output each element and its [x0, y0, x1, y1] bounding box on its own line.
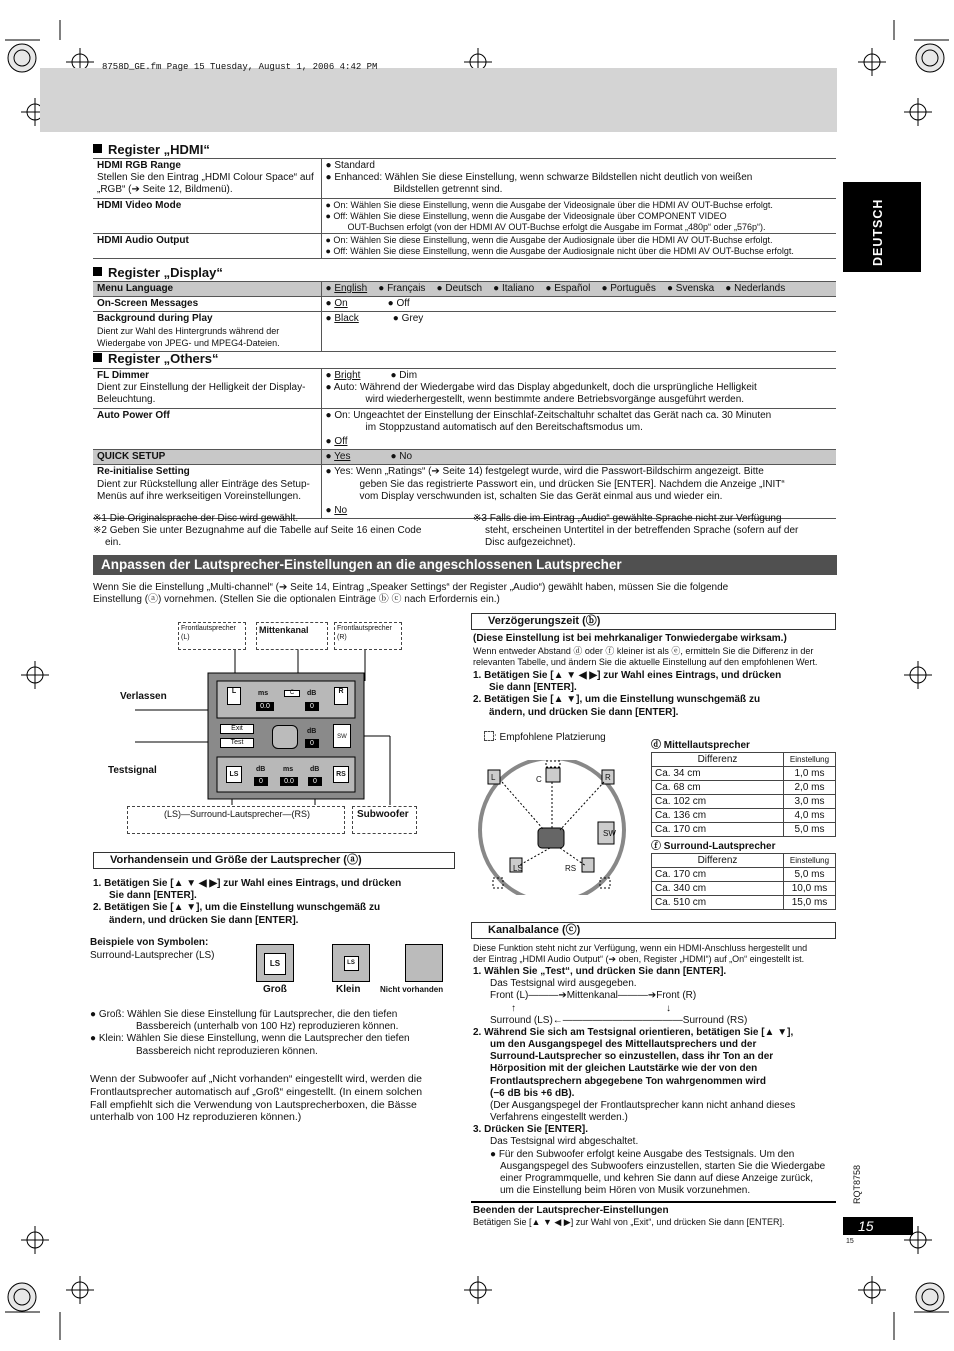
step: ändern, und drücken Sie dann [ENTER]. — [489, 706, 679, 718]
table-row: FL Dimmer Dient zur Einstellung der Helligkeit der Display-Beleuchtung. ● Bright ● Dim ● Auto: Während der Wiedergabe wird das Display abgedunkelt, doch die ursprüngliche Helligkeit wird wiederhergestellt, wenn bestimmte andere Betriebsvorgänge ausgeführt werden. — [93, 369, 836, 408]
balance-steps: 1. Wählen Sie „Test“, und drücken Sie dann [ENTER]. Das Testsignal wird ausgegeben. Front (L)———➔Mittenkanal———➔Front (R) ↑ ↓ Surround (LS)←————————————Surround (RS) 2. Während Sie sich am Testsignal orientieren, betätigen Sie [▲ ▼], um den Ausgangspegel des Mittellautsprechers und der Surround-Lautsprecher so einzustellen, dass ihr Ton an der Hörposition mit der gleichen Lautstärke wie der von den Frontlautsprechern abgegebene Ton wahrgenommen wird (−6 dB bis +6 dB). (Der Ausgangspegel der Frontlautsprecher kann nicht anhand dieses Verfahrens eingestellt werden.) 3. Drücken Sie [ENTER]. Das Testsignal wird abgeschaltet. ● Für den Subwoofer erfolgt keine Ausgabe des Testsignals. Um den Ausgangspegel des Subwoofers einzustellen, starten Sie die Wiedergabe einer Programmquelle, und kehren Sie dann auf diese Anzeige zurück, um die Einstellung beim Hören von Musik vorzunehmen. — [473, 966, 838, 1197]
surround-delay-value[interactable]: 0.0 — [280, 777, 298, 786]
examples-sub: Surround-Lautsprecher (LS) — [90, 950, 215, 961]
setting-name: HDMI Video Mode — [97, 199, 182, 211]
step: Sie dann [ENTER]. — [109, 890, 197, 902]
option: OUT-Buchsen erfolgt (von der HDMI AV OUT-Buchse erfolgt die Ausgabe im Format „480p“ oder „576p“). — [347, 221, 766, 232]
model-code: RQT8758 — [852, 1164, 862, 1204]
table-cell: Ca. 510 cm — [652, 896, 784, 910]
table-row — [652, 795, 836, 809]
footnote: ※3 Falls die im Eintrag „Audio“ gewählte Sprache nicht zur Verfügung — [473, 513, 782, 524]
step: Frontlautsprechern abgegebene Ton wahrgenommen wird — [490, 1075, 766, 1087]
note-line: Wenn der Subwoofer auf „Nicht vorhanden“ eingestellt wird, werden die — [90, 1073, 422, 1085]
others-table — [93, 368, 836, 519]
center-text: Mittenkanal — [259, 625, 309, 635]
option: vom Display verschwunden ist, schalten Sie das Gerät einmal aus und wieder ein. — [359, 490, 723, 502]
step: 1. Betätigen Sie [▲ ▼ ◀ ▶] zur Wahl eines Eintrags, und drücken — [473, 670, 782, 681]
table-row — [652, 809, 836, 823]
option: ● Auto: Während der Wiedergabe wird das Display abgedunkelt, doch die ursprüngliche Helligkeit — [325, 382, 757, 394]
ls-db-label: dB — [256, 766, 266, 773]
option: Português — [610, 283, 656, 294]
option: ● On: Ungeachtet der Einstellung der Einschlaf-Zeitschaltuhr schaltet das Gerät nach ca. 30 Minuten — [325, 409, 772, 421]
table-cell: Ca. 340 cm — [652, 882, 784, 896]
footnotes-right — [473, 513, 843, 550]
step: 2. Betätigen Sie [▲ ▼], um die Einstellung wunschgemäß zu — [473, 694, 761, 706]
exit-callout: Verlassen — [120, 691, 167, 702]
others-title — [93, 351, 219, 367]
setting-name: Menu Language — [97, 283, 174, 294]
option: Français — [387, 283, 426, 294]
option: ● On: Wählen Sie diese Einstellung, wenn die Ausgabe der Videosignale über die HDMI AV OUT-Buchse erfolgt. — [325, 199, 773, 210]
table-cell: 15,0 ms — [784, 896, 836, 910]
step: Surround-Lautsprecher so einzustellen, dass ihr Ton an der — [490, 1051, 774, 1063]
column-header: Differenz — [652, 753, 784, 767]
test-button[interactable]: Test — [220, 738, 254, 748]
option: No — [399, 451, 413, 463]
step: (−6 dB bis +6 dB). — [490, 1087, 575, 1099]
option: im Stoppzustand automatisch auf den Bereitschaftsmodus um. — [365, 421, 643, 433]
setting-name: FL Dimmer — [97, 370, 150, 381]
size-bullets — [90, 1009, 460, 1058]
balance-heading: Kanalbalance (ⓒ) — [471, 922, 836, 939]
end-settings-text: Betätigen Sie [▲ ▼ ◀ ▶] zur Wahl von „Exit“, und drücken Sie dann [ENTER]. — [473, 1217, 785, 1227]
footnote: ※1 Die Originalsprache der Disc wird gewählt. — [93, 513, 299, 524]
step: ändern, und drücken Sie dann [ENTER]. — [109, 914, 299, 926]
step: um den Ausgangspegel des Mittellautsprechers und der — [490, 1038, 757, 1050]
step: Hörposition mit der gleichen Lautstärke wie der von den — [490, 1063, 758, 1075]
placement-c: C — [536, 775, 542, 784]
footnote: Disc aufgezeichnet). — [485, 537, 576, 549]
table-cell: Ca. 102 cm — [652, 795, 784, 809]
table-cell: 2,0 ms — [784, 781, 836, 795]
surround-table-title: ⓕ Surround-Lautsprecher — [651, 841, 776, 852]
display-table — [93, 281, 836, 352]
placement-l: L — [491, 773, 496, 782]
balance-text — [473, 943, 807, 965]
klein-label: Klein — [336, 984, 361, 995]
front-right-text: Frontlautsprecher (R) — [337, 625, 392, 641]
footnote: ein. — [105, 537, 122, 549]
subwoofer-label — [352, 806, 417, 834]
footnote: ※2 Geben Sie unter Bezugnahme auf die Tabelle auf Seite 16 einen Code — [93, 525, 422, 537]
no-speaker-icon — [405, 944, 443, 982]
note-line: Frontlautsprecher automatisch auf „Groß“ eingestellt. (In einem solchen — [90, 1085, 423, 1098]
exit-button[interactable]: Exit — [220, 724, 254, 734]
option: Bildstellen getrennt sind. — [393, 184, 503, 196]
table-cell: 3,0 ms — [784, 795, 836, 809]
small-speaker-label: LS — [344, 956, 359, 971]
hdmi-table — [93, 158, 836, 259]
recommended-legend — [484, 731, 606, 744]
table-row: Re-initialise Setting Dient zur Rückstellung aller Einträge des Setup-Menüs auf ihre werkseitigen Voreinstellungen. ● Yes: Wenn „Ratings“ (➔ Seite 14) festgelegt wurde, wird die Passwort-Bildschirm angezeigt. Bitte geben Sie das registrierte Passwort ein, und drücken Sie [ENTER]. Nachdem die Anzeige „INIT“ vom Display verschwunden ist, schalten Sie das Gerät einmal aus und wieder ein. ● No — [93, 465, 836, 519]
table-cell: Ca. 68 cm — [652, 781, 784, 795]
footnote: steht, erscheinen Untertitel in der betreffenden Sprache (sofern auf der — [485, 525, 799, 537]
option: ● Off: Wählen Sie diese Einstellung, wenn die Ausgabe der Videosignale über COMPONENT VIDEO — [325, 210, 727, 221]
sw-db-label: dB — [307, 728, 317, 735]
column-header: Einstellung — [784, 854, 836, 868]
setting-name: QUICK SETUP — [97, 451, 166, 463]
column-header: Differenz — [652, 854, 784, 868]
placement-ls: LS — [513, 864, 523, 873]
hdmi-title — [93, 142, 210, 158]
speaker-sw[interactable]: SW — [333, 724, 351, 748]
setting-desc: Dient zur Rückstellung aller Einträge des Setup-Menüs auf ihre werkseitigen Voreinstellungen. — [97, 478, 310, 502]
delay-bold: (Diese Einstellung ist bei mehrkanaliger Tonwiedergabe wirksam.) — [473, 633, 787, 644]
bullet: Bassbereich nicht reproduzieren können. — [136, 1045, 318, 1057]
option: On — [334, 298, 348, 310]
step-note: Ausgangspegel des Subwoofers einzustellen, starten Sie die Wiedergabe — [500, 1160, 826, 1172]
step-note: Das Testsignal wird abgeschaltet. — [490, 1136, 639, 1148]
step: 1. Wählen Sie „Test“, und drücken Sie dann [ENTER]. — [473, 966, 727, 977]
table-row — [93, 234, 836, 259]
flow-line: Surround (LS)←————————————Surround (RS) — [490, 1014, 748, 1026]
option: Black — [334, 313, 359, 325]
step-note: ● Für den Subwoofer erfolgt keine Ausgabe des Testsignals. Um den — [490, 1148, 795, 1160]
option: Deutsch — [445, 283, 483, 294]
column-header: Einstellung — [784, 753, 836, 767]
presence-size-heading: Vorhandensein und Größe der Lautsprecher (ⓐ) — [93, 852, 455, 869]
step-note: um die Einstellung beim Hören von Musik vorzunehmen. — [500, 1185, 751, 1197]
left-steps — [93, 878, 463, 927]
gross-label: Groß — [263, 984, 287, 995]
table-row — [652, 868, 836, 882]
option: Nederlands — [734, 283, 786, 294]
nicht-label: Nicht vorhanden — [380, 985, 444, 994]
option: No — [334, 504, 348, 516]
table-row: Menu Language ● English ● Français ● Deutsch ● Italiano ● Español ● Português ● Svenska ● Nederlands — [93, 282, 836, 297]
delay-steps — [473, 670, 838, 719]
setting-name: HDMI RGB Range — [97, 160, 181, 171]
center-level-value[interactable]: 0 — [305, 702, 319, 711]
table-row: QUICK SETUP ● Yes ● No — [93, 450, 836, 465]
table-cell: 5,0 ms — [784, 868, 836, 882]
rs-db-label: dB — [310, 766, 320, 773]
option: ● Off: Wählen Sie diese Einstellung, wenn die Ausgabe der Audiosignale nicht über die HDMI AV OUT-Buchse erfolgt. — [325, 246, 794, 257]
section-title: Anpassen der Lautsprecher-Einstellungen an die angeschlossenen Lautsprecher — [93, 555, 837, 575]
step: 2. Betätigen Sie [▲ ▼], um die Einstellung wunschgemäß zu — [93, 902, 381, 914]
surround-label — [127, 806, 345, 834]
table-cell: 1,0 ms — [784, 767, 836, 781]
language-tab-label: DEUTSCH — [871, 198, 885, 266]
table-row: On-Screen Messages ● On ● Off — [93, 297, 836, 312]
end-settings-title: Beenden der Lautsprecher-Einstellungen — [473, 1205, 669, 1216]
option: wird wiederhergestellt, wenn bestimmte andere Betriebsvorgänge ausgeführt werden. — [365, 394, 745, 406]
table-row — [652, 823, 836, 837]
setting-name: Auto Power Off — [97, 409, 170, 421]
table-row — [93, 198, 836, 234]
option: English — [334, 283, 368, 294]
rs-level-value[interactable]: 0 — [308, 777, 322, 786]
setting-desc: Dient zur Wahl des Hintergrunds während der Wiedergabe von JPEG- und MPEG4-Dateien. — [97, 325, 280, 348]
option: ● Enhanced: Wählen Sie diese Einstellung, wenn schwarze Bildstellen nicht deutlich von weißen — [325, 172, 753, 184]
speaker-setup-diagram — [120, 645, 420, 825]
text-line: Diese Funktion steht nicht zur Verfügung, wenn ein HDMI-Anschluss hergestellt und — [473, 943, 808, 953]
center-delay-table — [651, 740, 836, 837]
large-speaker-label: LS — [264, 953, 286, 975]
option: ● On: Wählen Sie diese Einstellung, wenn die Ausgabe der Audiosignale über die HDMI AV OUT-Buchse erfolgt. — [325, 235, 773, 246]
table-row — [652, 896, 836, 910]
header-band — [40, 68, 837, 132]
section-intro — [93, 582, 837, 606]
listener-icon — [272, 725, 298, 749]
page-number-small: 15 — [846, 1238, 854, 1245]
small-speaker-icon — [332, 944, 370, 982]
flow-line: Front (L)———➔Mittenkanal———➔Front (R) — [490, 990, 697, 1002]
table-cell: Ca. 34 cm — [652, 767, 784, 781]
intro-line: Einstellung (ⓐ) vornehmen. (Stellen Sie die optionalen Einträge ⓑ ⓒ nach Erfordernis ein.) — [93, 594, 500, 606]
option: Off — [334, 435, 348, 447]
option: Bright — [334, 370, 361, 381]
step: 3. Drücken Sie [ENTER]. — [473, 1124, 589, 1136]
option: Off — [396, 298, 410, 310]
table-row — [652, 882, 836, 896]
subwoofer-text: Subwoofer — [357, 809, 409, 820]
table-row — [652, 767, 836, 781]
display-title — [93, 265, 223, 281]
center-delay-value[interactable]: 0.0 — [256, 702, 274, 711]
table-cell: Ca. 136 cm — [652, 809, 784, 823]
center-table-title: ⓓ Mittellautsprecher — [651, 740, 750, 751]
surround-ms-label: ms — [283, 766, 294, 773]
subwoofer-note — [90, 1073, 460, 1124]
setting-desc: Dient zur Einstellung der Helligkeit der Display-Beleuchtung. — [97, 382, 306, 406]
display-title-text: Register „Display“ — [108, 265, 223, 280]
option: Svenska — [675, 283, 715, 294]
bullet: Bassbereich (unterhalb von 100 Hz) reproduzieren können. — [136, 1021, 399, 1033]
table-row: Background during Play Dient zur Wahl des Hintergrunds während der Wiedergabe von JPEG- und MPEG4-Dateien. ● Black ● Grey — [93, 312, 836, 352]
step: Sie dann [ENTER]. — [489, 682, 577, 694]
option: geben Sie das registrierte Passwort ein, und drücken Sie [ENTER]. Nachdem die Anzeige „INIT“ — [359, 478, 785, 490]
note-line: Fall empfiehlt sich die Verwendung von Lautsprecherboxen, die Bässe — [90, 1098, 417, 1111]
option: ● Yes: Wenn „Ratings“ (➔ Seite 14) festgelegt wurde, wird die Passwort-Bildschirm angezeigt. Bitte — [325, 466, 764, 478]
large-speaker-icon — [256, 944, 294, 982]
table-cell: 5,0 ms — [784, 823, 836, 837]
speaker-c[interactable]: C — [284, 690, 300, 697]
speaker-r[interactable]: R — [334, 687, 348, 705]
setting-name: On-Screen Messages — [97, 298, 199, 310]
delay-heading: Verzögerungszeit (ⓑ) — [471, 613, 836, 630]
option: Dim — [399, 370, 418, 381]
option: Yes — [334, 451, 351, 463]
setting-desc: Stellen Sie den Eintrag „HDMI Colour Space“ auf „RGB“ (➔ Seite 12, Bildmenü). — [97, 172, 314, 196]
intro-line: Wenn Sie die Einstellung „Multi-channel“ (➔ Seite 14, Eintrag „Speaker Settings“ der Register „Audio“) gewählt haben, müssen Sie die folgende — [93, 582, 729, 593]
table-cell: 4,0 ms — [784, 809, 836, 823]
note-line: unterhalb von 100 Hz reproduzieren können.) — [90, 1111, 302, 1124]
bullet: ● Klein: Wählen Sie diese Einstellung, wenn die Lautsprecher den tiefen — [90, 1033, 410, 1045]
step-note: Das Testsignal wird ausgegeben. — [490, 978, 637, 990]
center-ms-label: ms — [258, 690, 269, 697]
option: Italiano — [502, 283, 535, 294]
test-callout: Testsignal — [108, 765, 157, 776]
end-settings-rule — [471, 1201, 836, 1203]
recommended-text: : Empfohlene Platzierung — [494, 732, 606, 743]
table-cell: 10,0 ms — [784, 882, 836, 896]
hdmi-title-text: Register „HDMI“ — [108, 142, 210, 157]
table-row: Auto Power Off ● On: Ungeachtet der Einstellung der Einschlaf-Zeitschaltuhr schaltet das Gerät nach ca. 30 Minuten im Stoppzustand automatisch auf den Bereitschaftsmodus um. ● Off — [93, 408, 836, 450]
bullet: ● Groß: Wählen Sie diese Einstellung für Lautsprecher, die den tiefen — [90, 1009, 398, 1020]
others-title-text: Register „Others“ — [108, 351, 219, 366]
surround-delay-table — [651, 841, 836, 910]
speaker-ls[interactable]: LS — [226, 766, 242, 783]
footnotes-left — [93, 513, 463, 550]
examples-heading: Beispiele von Symbolen: — [90, 937, 209, 948]
page-number: 15 — [843, 1217, 913, 1235]
option: Español — [554, 283, 591, 294]
option: Grey — [401, 313, 424, 325]
setting-name: Re-initialise Setting — [97, 466, 190, 478]
table-row — [652, 781, 836, 795]
surround-text: (LS)—Surround-Lautsprecher—(RS) — [164, 809, 311, 819]
placement-rs: RS — [565, 864, 577, 873]
file-info: 8758D_GE.fm Page 15 Tuesday, August 1, 2006 4:42 PM — [102, 62, 378, 72]
text-line: der Eintrag „HDMI Audio Output“ (➔ oben, Register „HDMI“) auf „On“ eingestellt ist. — [473, 953, 805, 964]
step-note: Verfahrens eingestellt werden.) — [490, 1112, 628, 1124]
setting-name: Background during Play — [97, 313, 213, 325]
setting-name: HDMI Audio Output — [97, 235, 189, 247]
placement-r: R — [605, 773, 611, 782]
front-left-text: Frontlautsprecher (L) — [181, 625, 236, 641]
language-tab — [843, 182, 921, 272]
step: 1. Betätigen Sie [▲ ▼ ◀ ▶] zur Wahl eines Eintrags, und drücken — [93, 878, 402, 889]
text-line: relevanten Tabelle, und ändern Sie die aktuelle Einstellung auf den empfohlenen Wert. — [473, 656, 818, 667]
sw-level-value[interactable]: 0 — [305, 739, 319, 748]
step-note: einer Programmquelle, und kehren Sie dann auf diese Anzeige zurück, — [500, 1173, 813, 1184]
step-note: (Der Ausgangspegel der Frontlautsprecher kann nicht anhand dieses — [490, 1099, 796, 1111]
speaker-rs[interactable]: RS — [333, 766, 349, 783]
table-row — [93, 159, 836, 198]
table-cell: Ca. 170 cm — [652, 868, 784, 882]
delay-text — [473, 646, 817, 668]
center-db-label: dB — [307, 690, 317, 697]
text-line: Wenn entweder Abstand ⓓ oder ⓕ kleiner ist als ⓔ, ermitteln Sie die Differenz in der — [473, 646, 814, 656]
option: ● Standard — [325, 160, 375, 171]
table-cell: Ca. 170 cm — [652, 823, 784, 837]
step: 2. Während Sie sich am Testsignal orientieren, betätigen Sie [▲ ▼], — [473, 1026, 794, 1038]
placement-sw: SW — [603, 829, 616, 838]
ls-level-value[interactable]: 0 — [254, 777, 268, 786]
speaker-l[interactable]: L — [227, 687, 241, 705]
